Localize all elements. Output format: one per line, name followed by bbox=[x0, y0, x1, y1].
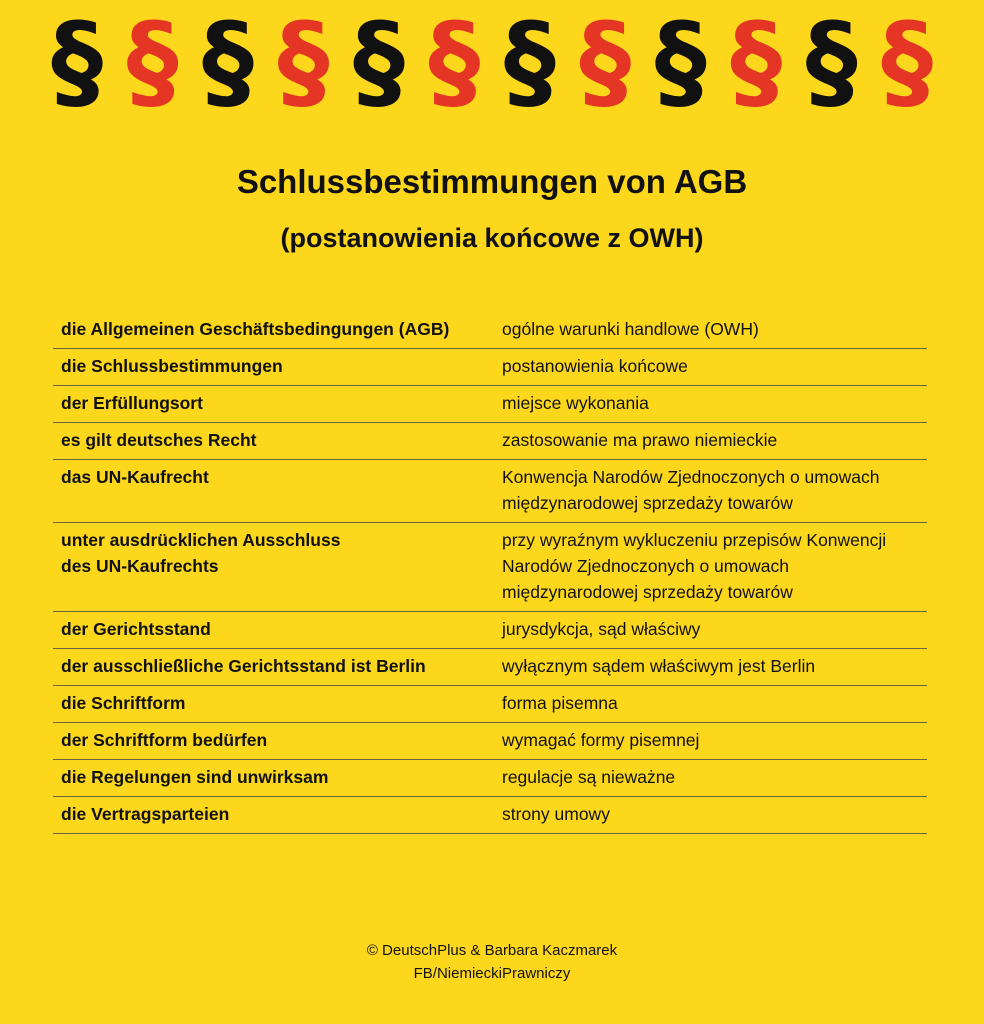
german-term: die Schriftform bbox=[53, 686, 492, 723]
page-subtitle: (postanowienia końcowe z OWH) bbox=[280, 223, 704, 253]
paragraph-symbol: § bbox=[805, 0, 858, 122]
polish-translation: wyłącznym sądem właściwym jest Berlin bbox=[492, 649, 927, 686]
polish-translation: przy wyraźnym wykluczeniu przepisów Konwencji Narodów Zjednoczonych o umowach międzynarodowej sprzedaży towarów bbox=[492, 523, 927, 612]
table-row bbox=[53, 612, 927, 649]
paragraph-symbol: § bbox=[654, 0, 707, 122]
paragraph-symbol: § bbox=[277, 0, 330, 122]
table-row bbox=[53, 312, 927, 349]
polish-translation: zastosowanie ma prawo niemieckie bbox=[492, 423, 927, 460]
german-term: die Vertragsparteien bbox=[53, 797, 492, 834]
table-row bbox=[53, 649, 927, 686]
paragraph-symbol: § bbox=[51, 0, 103, 122]
german-term: das UN-Kaufrecht bbox=[53, 460, 492, 523]
german-term: der Gerichtsstand bbox=[53, 612, 492, 649]
paragraph-symbol: § bbox=[352, 0, 405, 122]
polish-translation: postanowienia końcowe bbox=[492, 349, 927, 386]
german-term: der ausschließliche Gerichtsstand ist Berlin bbox=[53, 649, 492, 686]
table-row bbox=[53, 797, 927, 834]
glossary-table bbox=[53, 312, 927, 834]
polish-translation: wymagać formy pisemnej bbox=[492, 723, 927, 760]
table-row bbox=[53, 460, 927, 523]
table-row bbox=[53, 760, 927, 797]
german-term: die Allgemeinen Geschäftsbedingungen (AGB) bbox=[53, 312, 492, 349]
table-row bbox=[53, 423, 927, 460]
table-row bbox=[53, 386, 927, 423]
german-term: es gilt deutsches Recht bbox=[53, 423, 492, 460]
polish-translation: Konwencja Narodów Zjednoczonych o umowach międzynarodowej sprzedaży towarów bbox=[492, 460, 927, 523]
polish-translation: miejsce wykonania bbox=[492, 386, 927, 423]
polish-translation: jurysdykcja, sąd właściwy bbox=[492, 612, 927, 649]
paragraph-symbol: § bbox=[201, 0, 254, 122]
polish-translation: ogólne warunki handlowe (OWH) bbox=[492, 312, 927, 349]
german-term: unter ausdrücklichen Ausschluss des UN-Kaufrechts bbox=[53, 523, 492, 612]
german-term: die Schlussbestimmungen bbox=[53, 349, 492, 386]
facebook-handle: FB/NiemieckiPrawniczy bbox=[413, 965, 571, 982]
polish-translation: strony umowy bbox=[492, 797, 927, 834]
paragraph-symbol: § bbox=[428, 0, 481, 122]
table-row bbox=[53, 686, 927, 723]
german-term: die Regelungen sind unwirksam bbox=[53, 760, 492, 797]
german-term: der Erfüllungsort bbox=[53, 386, 492, 423]
page-title: Schlussbestimmungen von AGB bbox=[236, 163, 748, 200]
paragraph-symbol: § bbox=[579, 0, 632, 122]
table-row bbox=[53, 523, 927, 612]
polish-translation: regulacje są nieważne bbox=[492, 760, 927, 797]
table-row bbox=[53, 349, 927, 386]
paragraph-symbol: § bbox=[730, 0, 783, 122]
paragraph-symbol: § bbox=[126, 0, 179, 122]
paragraph-symbol-banner bbox=[42, 0, 942, 122]
paragraph-symbol: § bbox=[503, 0, 556, 122]
polish-translation: forma pisemna bbox=[492, 686, 927, 723]
copyright-notice: © DeutschPlus & Barbara Kaczmarek bbox=[366, 942, 618, 959]
german-term: der Schriftform bedürfen bbox=[53, 723, 492, 760]
paragraph-symbol: § bbox=[880, 0, 933, 122]
table-row bbox=[53, 723, 927, 760]
